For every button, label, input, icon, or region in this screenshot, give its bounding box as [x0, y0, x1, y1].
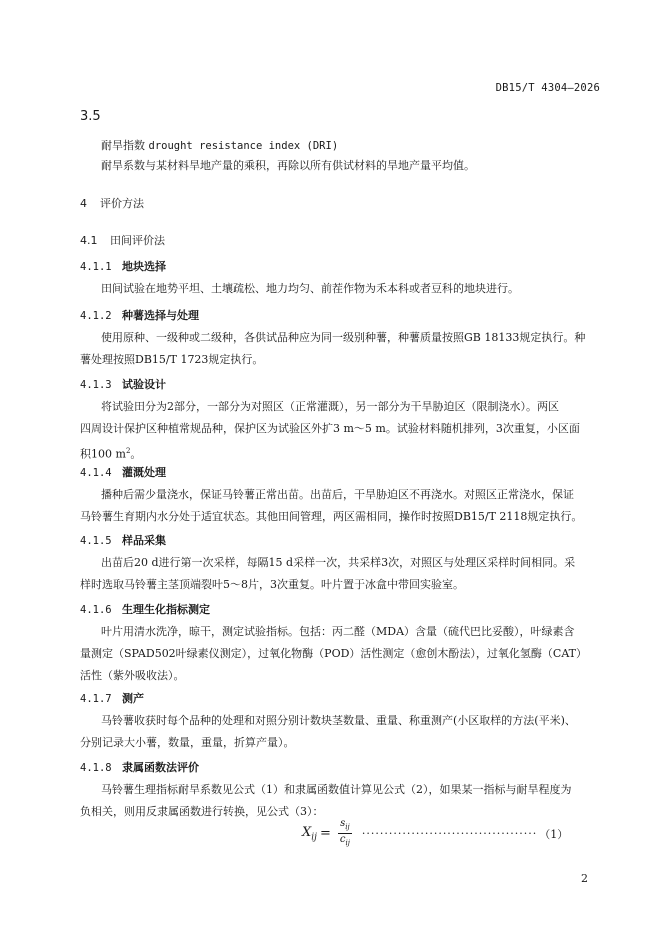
- paragraph-4-1-5: 出苗后20 d进行第一次采样，每隔15 d采样一次，共采样3次，对照区与处理区采样时间相同。采 样时选取马铃薯主茎顶端裂叶5～8片，3次重复。叶片置于冰盒中带回实验室。: [80, 556, 576, 591]
- term-english: drought resistance index (DRI): [148, 140, 339, 152]
- fraction-denominator: $c_{ij}$: [339, 834, 350, 847]
- term-heading: [101, 137, 338, 153]
- paragraph-4-1-6: 叶片用清水洗净，晾干，测定试验指标。包括：丙二醛（MDA）含量（硫代巴比妥酸），叶绿素含 量测定（SPAD502叶绿素仪测定），过氧化物酶（POD）活性测定（愈创木酚法），过氧化氢酶（CAT） 活性（紫外吸收法）。: [80, 625, 588, 682]
- subsection-heading-4-1-5: 4.1.5 样品采集: [80, 534, 166, 547]
- paragraph-4-1-7: 马铃薯收获时每个品种的处理和对照分别计数块茎数量、重量、称重测产(小区取样的方法(平米)、 分别记录大小薯，数量，重量，折算产量）。: [80, 714, 576, 749]
- subsection-heading-4-1-4: 4.1.4 灌溉处理: [80, 466, 166, 479]
- section-heading-4-1: 4.1 田间评价法: [80, 234, 165, 247]
- paragraph-4-1-3: 将试验田分为2部分，一部分为对照区（正常灌溉），另一部分为干旱胁迫区（限制浇水）。两区 四周设计保护区种植常规品种，保护区为试验区外扩3 m～5 m。试验材料随机排列，3次重复，小区面 积100 $m^2$。: [80, 400, 580, 461]
- formula-1: [302, 818, 568, 849]
- paragraph-4-1-1: 田间试验在地势平坦、土壤疏松、地力均匀、前茬作物为禾本科或者豆科的地块进行。: [101, 282, 519, 295]
- subsection-heading-4-1-2: 4.1.2 种薯选择与处理: [80, 309, 199, 322]
- term-chinese: 耐旱指数: [101, 139, 145, 152]
- subsection-heading-4-1-7: 4.1.7 测产: [80, 692, 144, 705]
- section-heading-4: 4 评价方法: [80, 197, 144, 210]
- leader-dots: ·······································: [361, 827, 538, 840]
- document-code: DB15/T 4304—2026: [495, 82, 600, 94]
- subsection-heading-4-1-6: 4.1.6 生理生化指标测定: [80, 603, 210, 616]
- paragraph-4-1-8: 马铃薯生理指标耐旱系数见公式（1）和隶属函数值计算见公式（2），如果某一指标与耐旱程度为 负相关，则用反隶属函数进行转换，见公式（3）：: [80, 783, 572, 818]
- formula-fraction: [338, 818, 352, 849]
- paragraph-4-1-4: 播种后需少量浇水，保证马铃薯正常出苗。出苗后，干旱胁迫区不再浇水。对照区正常浇水，保证 马铃薯生育期内水分处于适宜状态。其他田间管理，两区需相同，操作时按照DB15/T 2118规定执行。: [80, 488, 583, 523]
- equation-number: （1）: [539, 827, 569, 841]
- subsection-heading-4-1-1: 4.1.1 地块选择: [80, 260, 166, 273]
- equals-sign: =: [319, 826, 331, 841]
- subsection-heading-4-1-8: 4.1.8 隶属函数法评价: [80, 761, 199, 774]
- formula-lhs: $X_{ij}$: [302, 824, 317, 843]
- page-number: 2: [581, 872, 588, 885]
- clause-number-3-5: 3.5: [80, 109, 101, 124]
- paragraph-4-1-2: 使用原种、一级种或二级种，各供试品种应为同一级别种薯，种薯质量按照GB 18133规定执行。种 薯处理按照DB15/T 1723规定执行。: [80, 331, 586, 366]
- fraction-numerator: $s_{ij}$: [338, 818, 352, 834]
- term-definition: 耐旱系数与某材料旱地产量的乘积，再除以所有供试材料的旱地产量平均值。: [101, 159, 475, 172]
- subsection-heading-4-1-3: 4.1.3 试验设计: [80, 378, 166, 391]
